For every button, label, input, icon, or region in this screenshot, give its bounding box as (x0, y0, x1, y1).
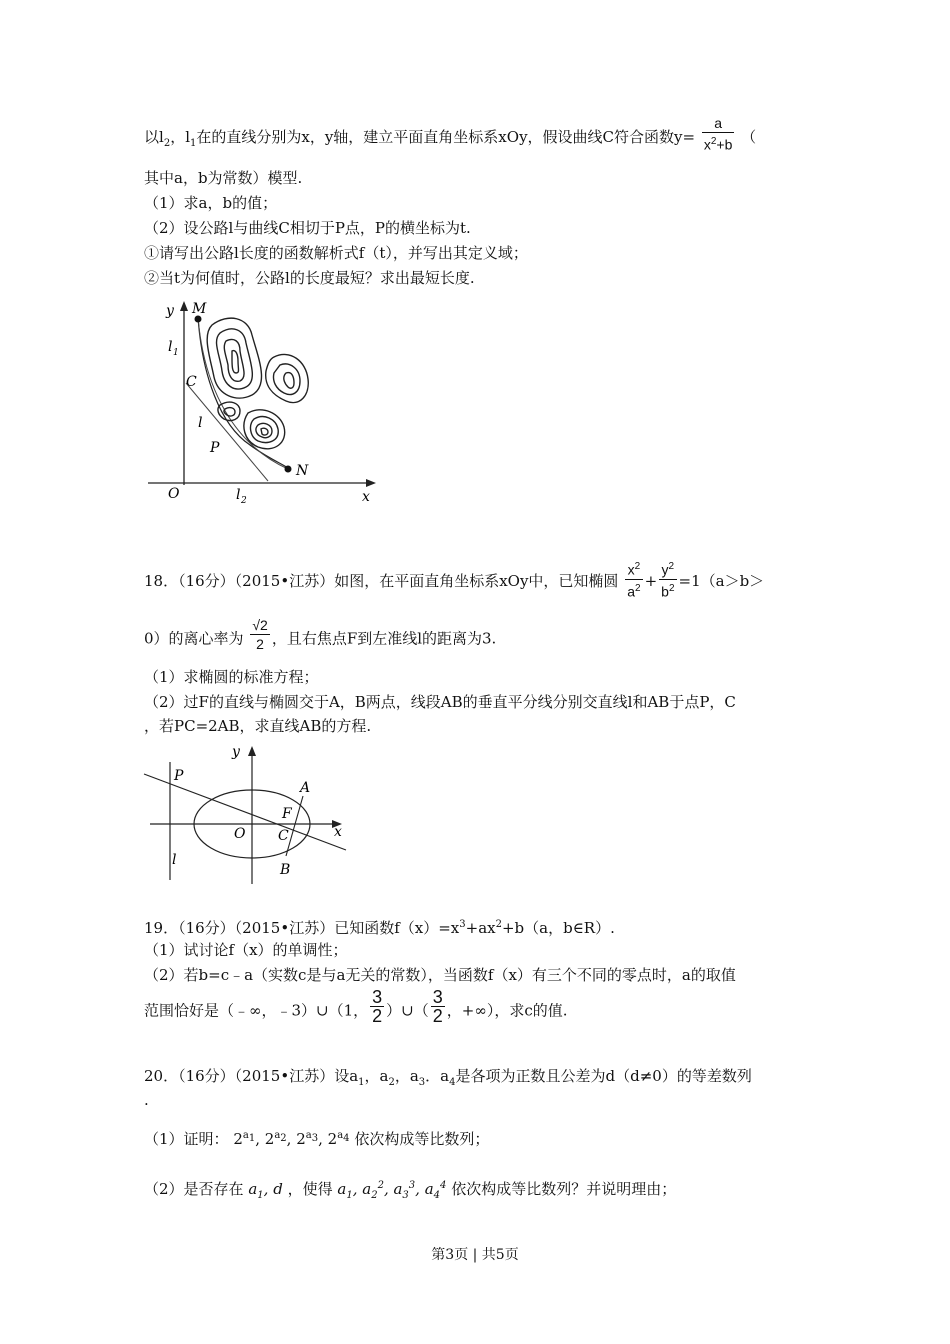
p18-q2: （2）过F的直线与椭圆交于A，B两点，线段AB的垂直平分线分别交直线l和AB于点P，C (144, 693, 736, 711)
expr-a1-d: $a_1$, d (248, 1180, 283, 1201)
page-footer: 第3页 | 共5页 (431, 1247, 519, 1263)
figure-ellipse (140, 740, 360, 892)
frac-x2-a2: $\frac{x^2}{a^2}$ (625, 558, 642, 600)
p18-q2-cont: ，若PC=2AB，求直线AB的方程. (144, 717, 372, 735)
p17-q2-2: ②当t为何值时，公路l的长度最短？求出最短长度. (144, 269, 475, 287)
p18-line2: 0）的离心率为 $\frac{√2}{2}$ ，且右焦点F到左准线l的距离为3. (144, 617, 497, 652)
label-l: l (172, 852, 177, 868)
expr-a-powers: $a_1$, $a_2^2$, $a_3^3$, $a_4^4$ (337, 1180, 447, 1201)
label-o: O (168, 486, 180, 502)
label-a: A (300, 780, 311, 796)
p20-q1: （1）证明： $2^{a_1}$, $2^{a_2}$, $2^{a_3}$, $2^{a_4}$ 依次构成等比数列； (144, 1130, 490, 1148)
label-l2: l (236, 487, 241, 503)
x-axis-arrow (366, 479, 376, 487)
label-c: C (278, 828, 289, 844)
label-p: P (174, 768, 184, 784)
point-n (285, 466, 292, 473)
label-o: O (234, 826, 246, 842)
p20-q2: （2）是否存在 $a_1$, d ，使得 $a_1$, $a_2^2$, $a_3^3$, $a_4^4$ 依次构成等比数列？并说明理由； (144, 1180, 677, 1201)
p18-q1: （1）求椭圆的标准方程； (144, 668, 319, 686)
p19-q1: （1）试讨论f（x）的单调性； (144, 941, 348, 959)
y-axis-arrow (180, 301, 188, 311)
label-l1: l (168, 339, 173, 355)
label-f: F (282, 806, 292, 822)
label-x: x (334, 824, 342, 840)
figure-road-contour (140, 295, 385, 514)
frac-3-2-b: $\frac{3}{2}$ (432, 987, 443, 1026)
p17-line1: 以$l_2$，$l_1$在的直线分别为x，y轴，建立平面直角坐标系xOy，假设曲线C符合函数y= $\frac{a}{x^2+b}$ （ (144, 115, 757, 153)
p17-q2: （2）设公路l与曲线C相切于P点，P的横坐标为t. (144, 219, 471, 237)
label-p: P (210, 440, 220, 456)
frac-3-2-a: $\frac{3}{2}$ (372, 987, 383, 1026)
label-l1-sub: 1 (173, 348, 179, 358)
p19-q2: （2）若b=c﹣a（实数c是与a无关的常数），当函数f（x）有三个不同的零点时，a的取值 (144, 966, 736, 984)
p20-head: 20．（16分）（2015•江苏）设$a_1$，$a_2$，$a_3$．$a_4$是各项为正数且公差为d（d≠0）的等差数列 (144, 1067, 752, 1088)
p17-line2: 其中a，b为常数）模型. (144, 169, 303, 187)
label-x: x (362, 489, 370, 505)
label-m: M (192, 301, 207, 317)
y-axis-arrow (248, 746, 256, 756)
p18-head: 18．（16分）（2015•江苏）如图，在平面直角坐标系xOy中，已知椭圆 $\frac{x^2}{a^2}$ + $\frac{y^2}{b^2}$ =1（a＞b＞ (144, 564, 764, 600)
label-b: B (280, 862, 291, 878)
p19-head: 19．（16分）（2015•江苏）已知函数$f(x)=x^3+ax^2+b(a$，b∈R）. (144, 919, 615, 937)
frac-eccentricity: $\frac{√2}{2}$ (252, 617, 268, 652)
label-l: l (198, 415, 203, 431)
label-l2-sub: 2 (241, 496, 247, 506)
curve-fraction: $\frac{a}{x^2+b}$ (703, 115, 733, 153)
contour-group-2 (266, 354, 309, 402)
contour-group-1 (207, 318, 261, 398)
label-c: C (186, 374, 197, 390)
frac-y2-b2: $\frac{y^2}{b^2}$ (659, 558, 676, 600)
p19-range: 范围恰好是（﹣∞，﹣3）∪（1， $\frac{3}{2}$ ）∪（ $\frac{3}{2}$ ，+∞），求c的值. (144, 987, 568, 1026)
label-y: y (232, 744, 240, 760)
p17-q1: （1）求a，b的值； (144, 194, 278, 212)
expr-powers-of-two: $2^{a_1}$, $2^{a_2}$, $2^{a_3}$, $2^{a_4}$ (233, 1130, 350, 1148)
p17-q2-1: ①请写出公路l长度的函数解析式f（t），并写出其定义域； (144, 244, 528, 262)
p20-dot: . (144, 1091, 149, 1109)
label-n: N (296, 463, 309, 479)
label-y: y (166, 303, 174, 319)
